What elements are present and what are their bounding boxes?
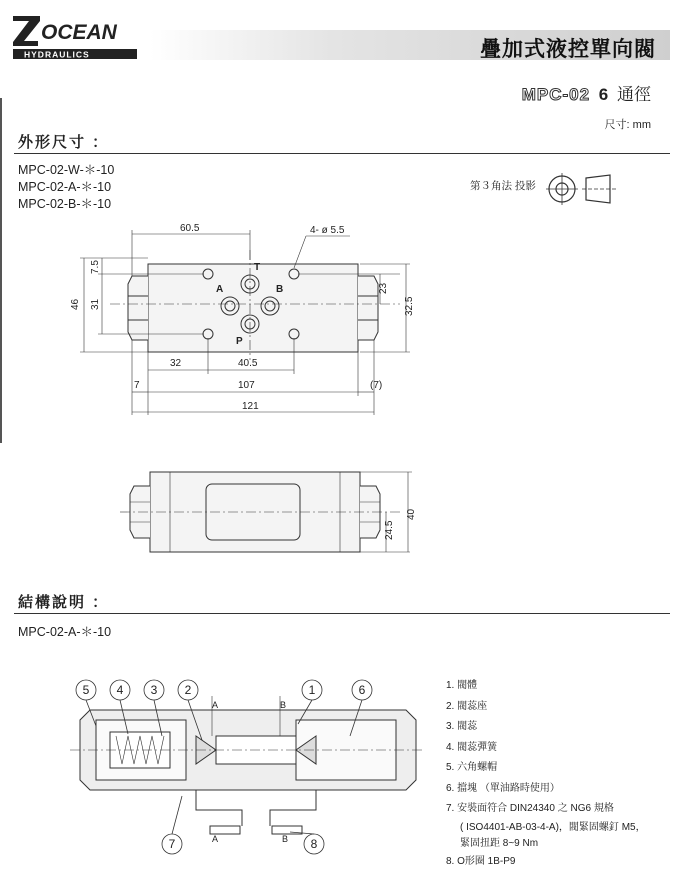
structure-rule (14, 613, 670, 614)
callout-1: 1 (308, 683, 316, 697)
part-7: 7. 安裝面符合 DIN24340 之 NG6 規格 (446, 803, 614, 814)
port-t-label: T (254, 262, 261, 273)
dim-7-5: 7.5 (90, 260, 101, 274)
dim-23: 23 (378, 282, 389, 294)
structure-code: MPC-02-A-＊-10 (18, 625, 112, 639)
part-7-line-3: 緊固扭距 8~9 Nm (460, 837, 539, 849)
dim-7: 7 (134, 380, 140, 391)
callout-4: 4 (116, 683, 124, 697)
part-4: 4. 閥蕊彈簧 (446, 741, 498, 753)
dimensions-section-title: 外形尺寸 ： (18, 134, 110, 151)
model-line (522, 80, 651, 105)
logo-sub-text: HYDRAULICS (24, 49, 90, 60)
callout-6: 6 (358, 683, 366, 697)
dim-hole: 4- ø 5.5 (310, 225, 345, 236)
part-1: 1. 閥體 (446, 680, 478, 691)
dim-32-5: 32.5 (404, 296, 415, 316)
dim-46: 46 (70, 298, 81, 310)
structure-section-title: 結構說明 ： (18, 594, 110, 611)
cross-section-drawing (66, 676, 426, 866)
page-title: 疊加式液控單向閥 (480, 38, 656, 61)
port-b-bottom: B (282, 834, 289, 844)
part-7-line-2: ( ISO4401-AB-03-4-A)，閥緊固螺釘 M5， (460, 821, 646, 833)
code-a: MPC-02-A-＊-10 (18, 180, 112, 194)
top-view-drawing (70, 220, 430, 420)
projection-label: 第３角法 投影 (470, 180, 536, 192)
projection-symbol-icon (546, 172, 616, 206)
callout-3: 3 (150, 683, 158, 697)
model-size: 6 (598, 85, 609, 104)
dim-40-5: 40.5 (238, 358, 258, 369)
dim-24-5: 24.5 (384, 520, 395, 540)
part-3: 3. 閥蕊 (446, 721, 478, 732)
dimensions-rule (14, 153, 670, 154)
parts-list (446, 676, 646, 872)
dim-32: 32 (170, 358, 182, 369)
side-bar (0, 98, 2, 443)
title-band (150, 30, 670, 60)
port-a-top: A (212, 700, 219, 710)
logo-main-text: OCEAN (41, 21, 117, 44)
part-5: 5. 六角螺帽 (446, 762, 498, 773)
part-2: 2. 閥蕊座 (446, 700, 488, 712)
ocean-logo (10, 12, 138, 60)
port-a-bottom: A (212, 834, 219, 844)
callout-5: 5 (82, 683, 90, 697)
unit-label: 尺寸: mm (604, 119, 651, 131)
callout-8: 8 (310, 837, 318, 851)
callout-2: 2 (184, 683, 192, 697)
port-p-label: P (236, 336, 243, 347)
dim-121: 121 (242, 401, 259, 412)
code-w: MPC-02-W-＊-10 (18, 163, 115, 177)
dim-40: 40 (406, 508, 417, 520)
port-a-label: A (216, 284, 224, 295)
side-view-drawing (110, 462, 430, 562)
port-b-label: B (276, 284, 284, 295)
callout-7: 7 (168, 837, 176, 851)
model-code: MPC-02 (521, 85, 591, 104)
dim-7p: (7) (370, 380, 383, 391)
dim-60-5: 60.5 (180, 223, 200, 234)
code-b: MPC-02-B-＊-10 (18, 197, 112, 211)
dim-107: 107 (238, 380, 255, 391)
part-6: 6. 擋塊 （單油路時使用） (446, 782, 560, 794)
dimension-codes (18, 162, 114, 213)
model-suffix: 通徑 (617, 85, 651, 104)
port-b-top: B (280, 700, 287, 710)
part-8: 8. O形圈 1B-P9 (446, 855, 516, 867)
dim-31: 31 (90, 298, 101, 310)
